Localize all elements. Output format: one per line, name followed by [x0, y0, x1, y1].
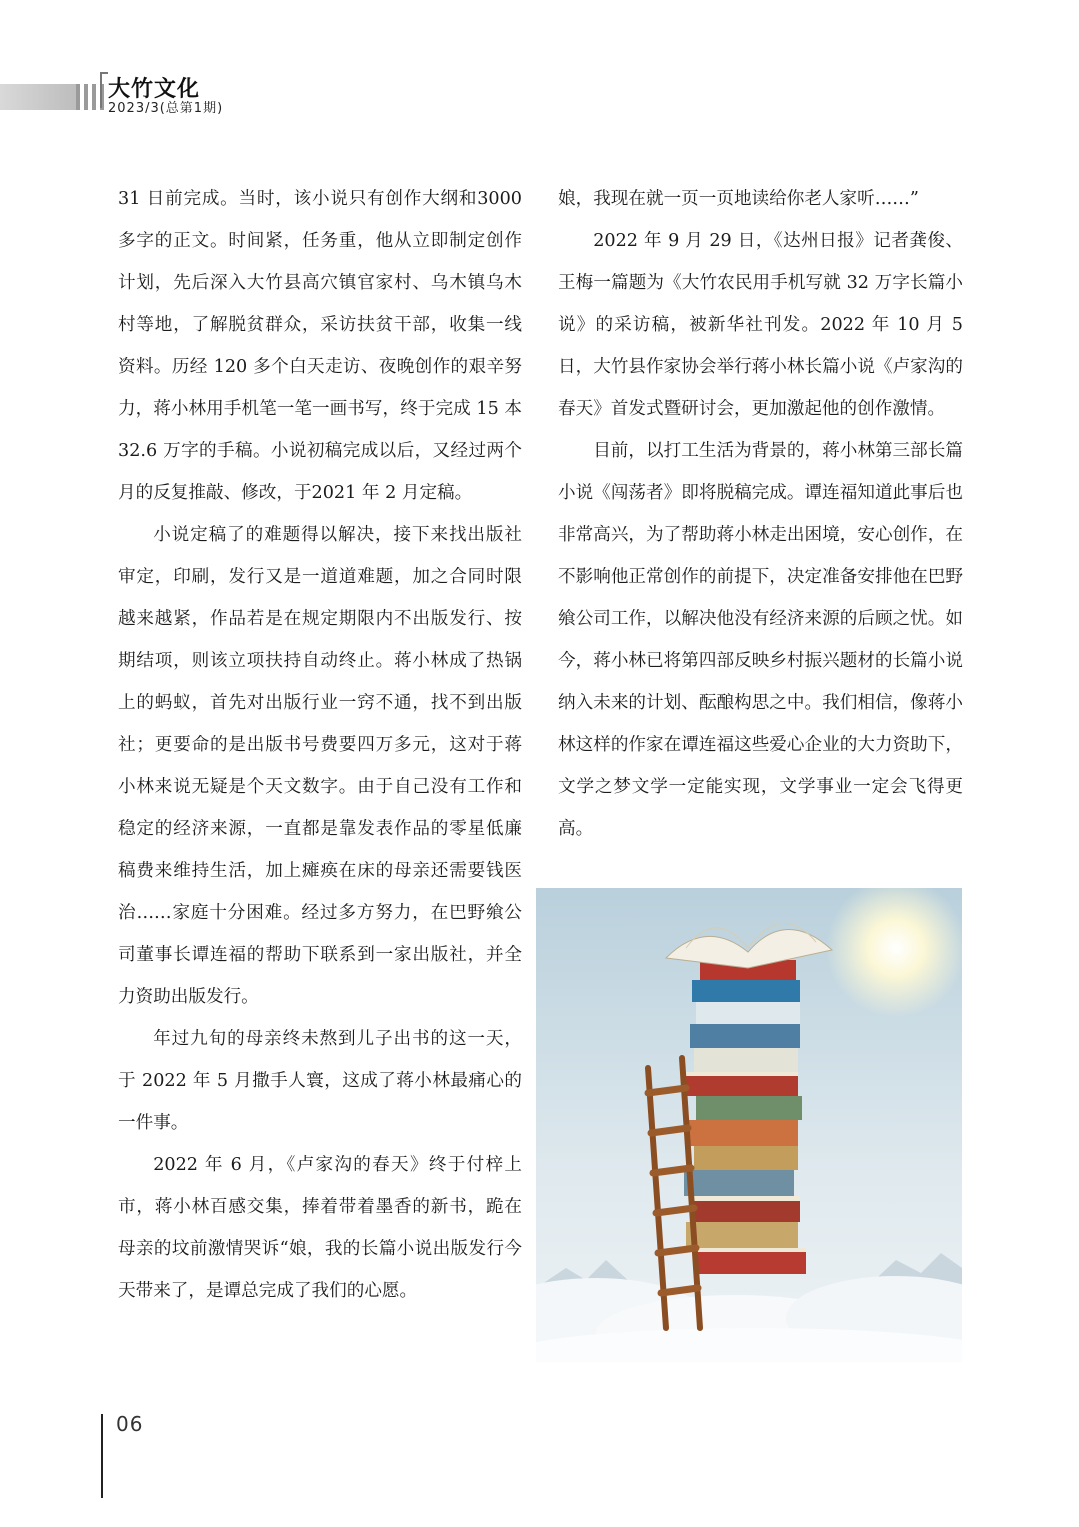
paragraph: 31 日前完成。当时，该小说只有创作大纲和3000 多字的正文。时间紧，任务重，他从立即制定创作计划，先后深入大竹县高穴镇官家村、乌木镇乌木村等地，了解脱贫群众，采访扶贫干部，收集一线资料。历经 120 多个白天走访、夜晚创作的艰辛努力，蒋小林用手机笔一笔一画书写，终于完成 15 本 32.6 万字的手稿。小说初稿完成以后，又经过两个月的反复推敲、修改，于2021 年 2 月定稿。 [118, 189, 522, 503]
paragraph: 2022 年 9 月 29 日，《达州日报》记者龚俊、王梅一篇题为《大竹农民用手机写就 32 万字长篇小说》的采访稿，被新华社刊发。2022 年 10 月 5 日，大竹县作家协会举行蒋小林长篇小说《卢家沟的春天》首发式暨研讨会，更加激起他的创作激情。 [558, 231, 963, 419]
paragraph: 目前，以打工生活为背景的，蒋小林第三部长篇小说《闯荡者》即将脱稿完成。谭连福知道此事后也非常高兴，为了帮助蒋小林走出困境，安心创作，在不影响他正常创作的前提下，决定准备安排他在巴野飨公司工作，以解决他没有经济来源的后顾之忧。如今，蒋小林已将第四部反映乡村振兴题材的长篇小说纳入未来的计划、酝酿构思之中。我们相信，像蒋小林这样的作家在谭连福这些爱心企业的大力资助下，文学之梦文学一定能实现，文学事业一定会飞得更高。 [558, 441, 963, 839]
page-number: 06 [116, 1412, 144, 1436]
magazine-issue: 2023/3(总第1期) [108, 101, 224, 116]
books-ladder-illustration [536, 888, 962, 1362]
magazine-title: 大竹文化 [108, 77, 201, 102]
header-corner-mark [100, 72, 108, 108]
paragraph: 年过九旬的母亲终未熬到儿子出书的这一天，于 2022 年 5 月撒手人寰，这成了蒋小林最痛心的一件事。 [118, 1029, 522, 1133]
paragraph: 娘，我现在就一页一页地读给你老人家听……” [558, 189, 919, 209]
right-column [558, 178, 963, 850]
left-column [118, 178, 522, 1312]
paragraph: 小说定稿了的难题得以解决，接下来找出版社审定，印刷，发行又是一道道难题，加之合同时限越来越紧，作品若是在规定期限内不出版发行、按期结项，则该立项扶持自动终止。蒋小林成了热锅上的蚂蚁，首先对出版行业一窍不通，找不到出版社；更要命的是出版书号费要四万多元，这对于蒋小林来说无疑是个天文数字。由于自己没有工作和稳定的经济来源，一直都是靠发表作品的零星低廉稿费来维持生活，加上瘫痪在床的母亲还需要钱医治……家庭十分困难。经过多方努力，在巴野飨公司董事长谭连福的帮助下联系到一家出版社，并全力资助出版发行。 [118, 525, 522, 1007]
footer-rule [101, 1414, 103, 1498]
paragraph: 2022 年 6 月，《卢家沟的春天》终于付梓上市，蒋小林百感交集，捧着带着墨香的新书，跪在母亲的坟前激情哭诉“娘，我的长篇小说出版发行今天带来了，是谭总完成了我们的心愿。 [118, 1155, 522, 1301]
header-decor-bar [0, 84, 76, 110]
